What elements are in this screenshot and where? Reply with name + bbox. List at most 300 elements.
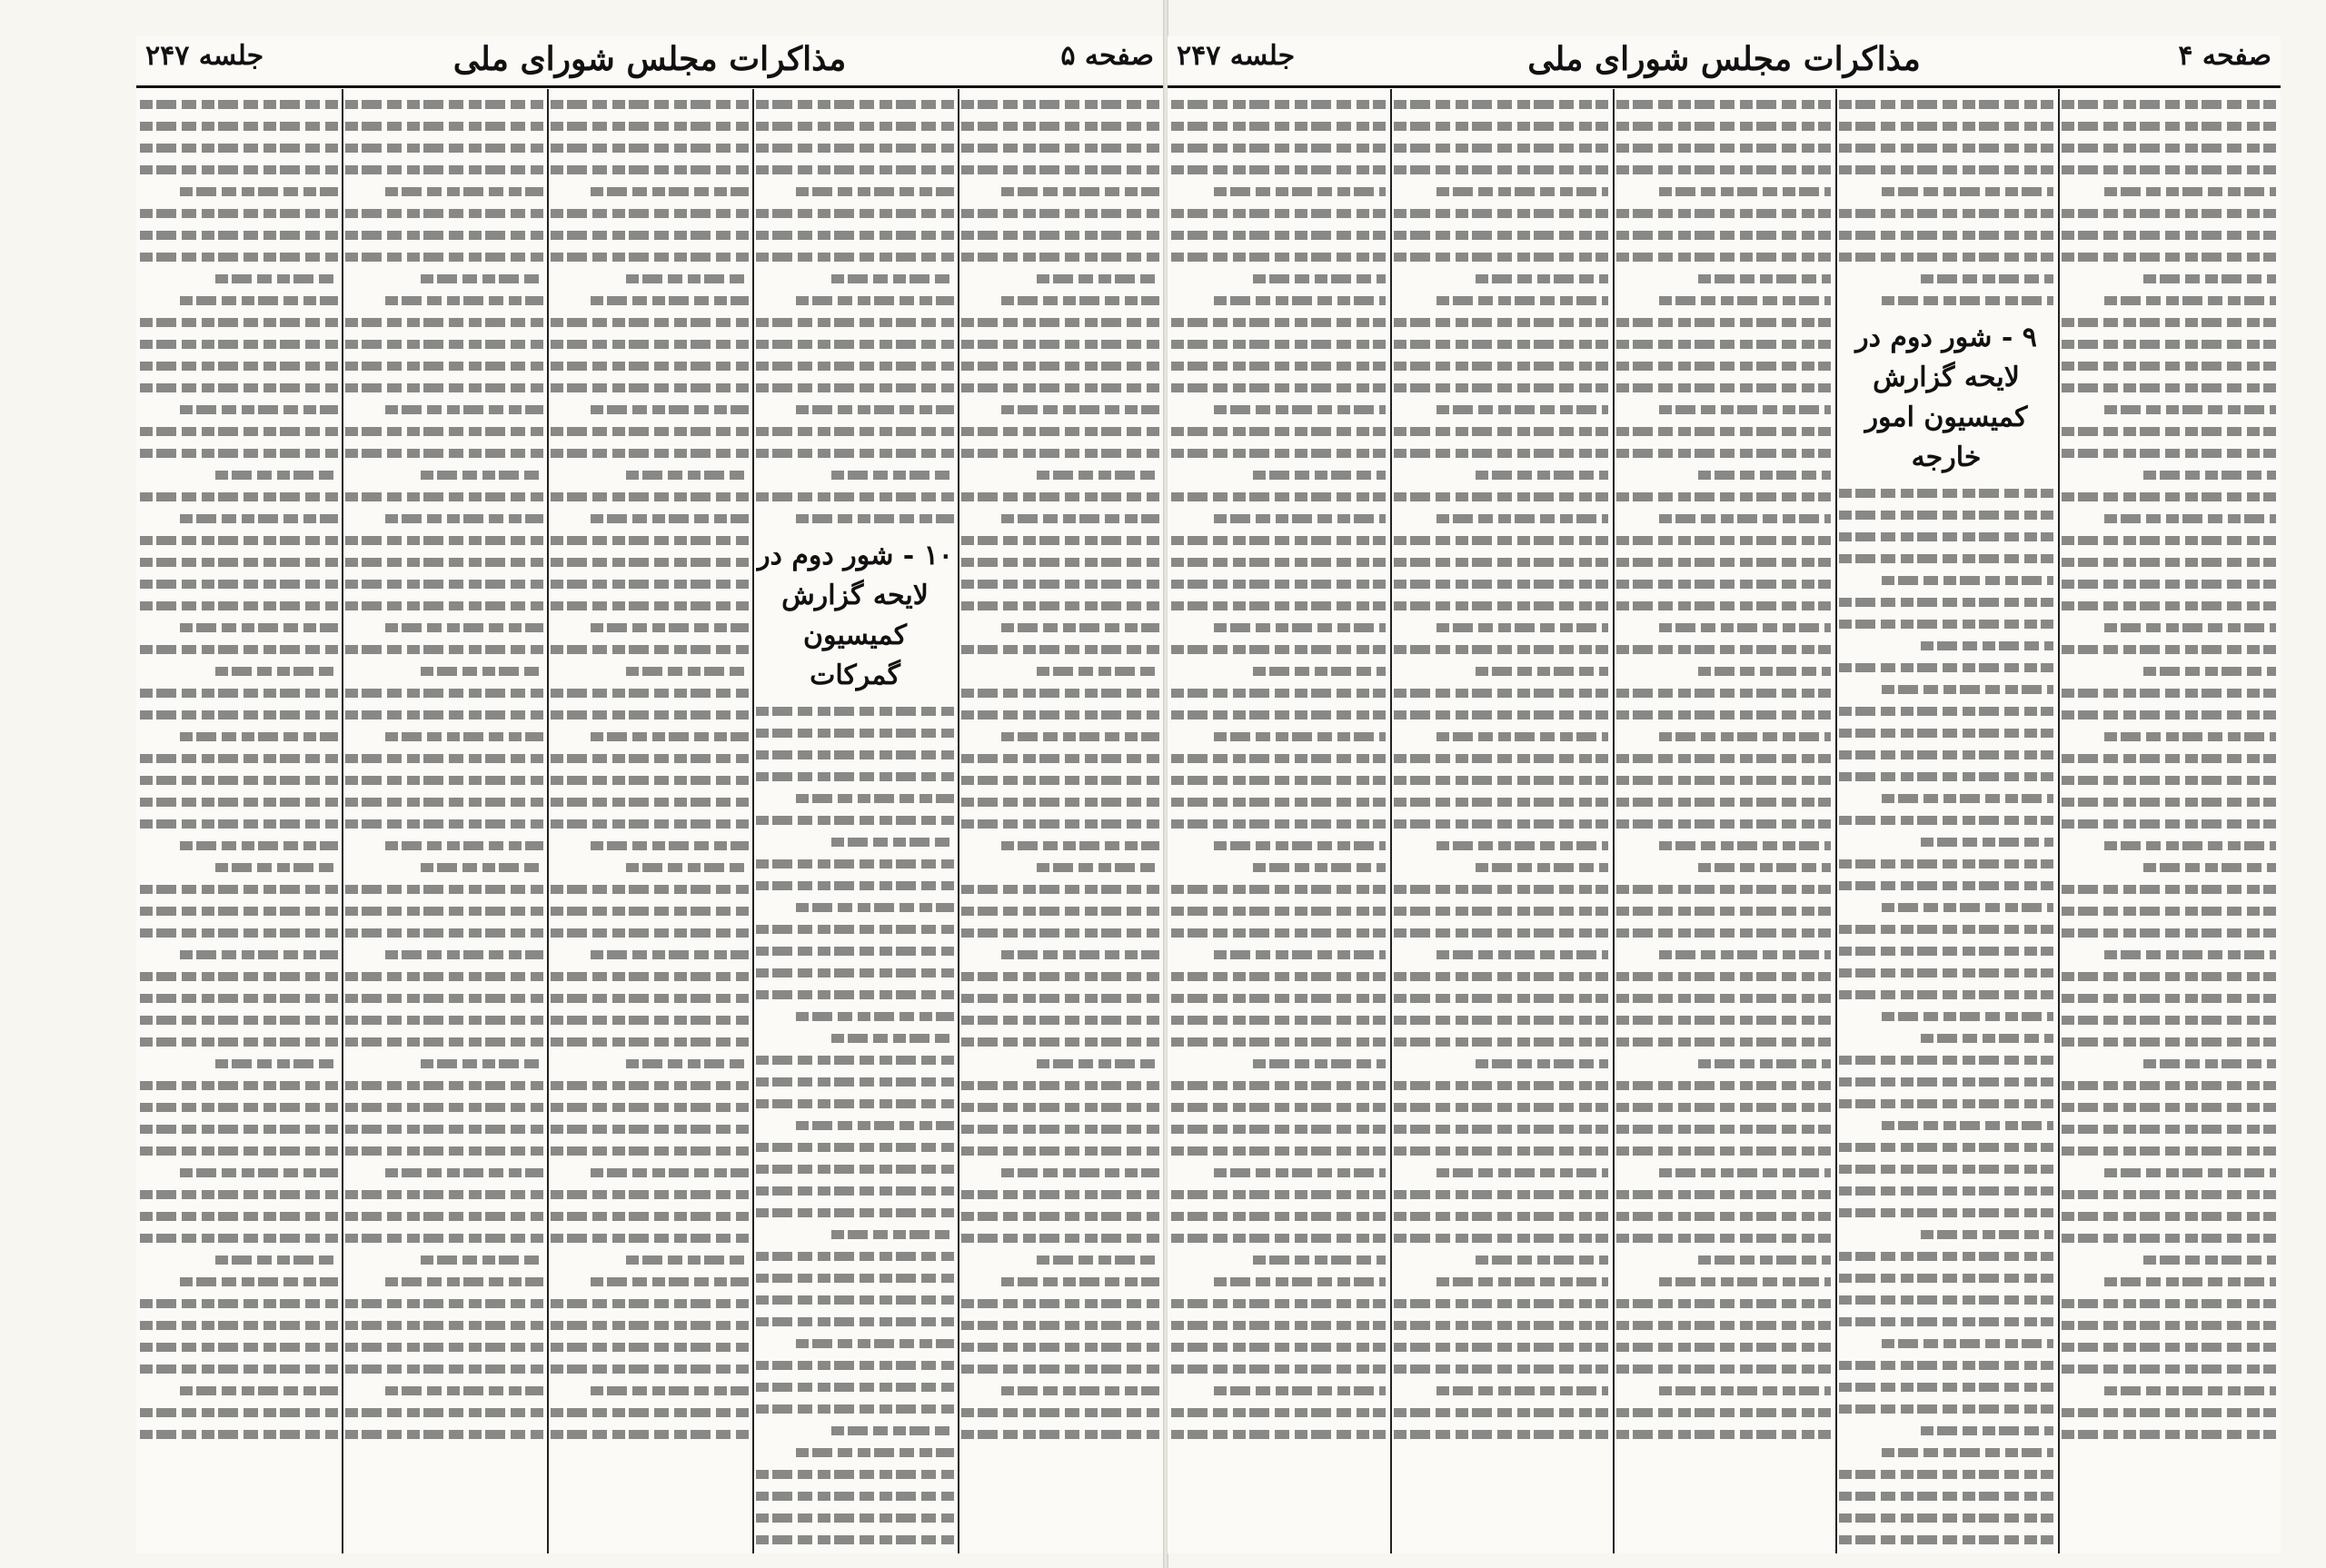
- text-line: [1001, 405, 1159, 414]
- text-line: [756, 122, 954, 131]
- text-line: [385, 405, 543, 414]
- text-line: [180, 732, 338, 741]
- text-line: [1171, 689, 1386, 698]
- text-line: [1616, 994, 1831, 1003]
- text-line: [756, 318, 954, 327]
- text-line: [591, 732, 749, 741]
- text-line: [1616, 536, 1831, 545]
- text-line: [796, 1121, 954, 1130]
- text-line: [1394, 1103, 1608, 1112]
- text-line: [345, 383, 543, 392]
- text-line: [140, 122, 338, 131]
- text-line: [1253, 1059, 1386, 1068]
- text-line: [2062, 1016, 2276, 1025]
- text-line: [1616, 1299, 1831, 1308]
- text-line: [345, 1212, 543, 1221]
- text-line: [756, 209, 954, 218]
- text-line: [2062, 1299, 2276, 1308]
- text-line: [2062, 907, 2276, 916]
- text-line: [1171, 1299, 1386, 1308]
- text-line: [1171, 144, 1386, 153]
- text-line: [756, 1252, 954, 1261]
- text-line: [1037, 1059, 1159, 1068]
- text-line: [551, 994, 749, 1003]
- text-line: [756, 1186, 954, 1196]
- text-line: [1394, 1321, 1608, 1330]
- text-line: [1616, 1212, 1831, 1221]
- text-line: [1882, 296, 2053, 305]
- text-line: [180, 405, 338, 414]
- text-line: [385, 187, 543, 196]
- text-line: [831, 1230, 954, 1239]
- text-line: [1171, 1190, 1386, 1199]
- text-line: [2062, 819, 2276, 829]
- text-line: [831, 1034, 954, 1043]
- text-line: [1839, 729, 2053, 738]
- text-line: [140, 798, 338, 807]
- text-line: [345, 1190, 543, 1199]
- text-line: [1616, 645, 1831, 654]
- text-line: [961, 928, 1159, 938]
- left-page-session: جلسه ۲۴۷: [145, 40, 264, 72]
- text-line: [1436, 514, 1608, 523]
- text-line: [345, 318, 543, 327]
- right-page-session: جلسه ۲۴۷: [1177, 40, 1296, 72]
- right-column-5: [2062, 100, 2276, 1546]
- text-line: [385, 1386, 543, 1395]
- text-line: [1394, 558, 1608, 567]
- text-line: [345, 427, 543, 436]
- text-line: [1171, 122, 1386, 131]
- text-line: [140, 1365, 338, 1374]
- text-line: [551, 1037, 749, 1047]
- text-line: [140, 689, 338, 698]
- text-line: [551, 1430, 749, 1439]
- text-line: [551, 1408, 749, 1417]
- text-line: [140, 1212, 338, 1221]
- text-line: [1171, 558, 1386, 567]
- text-line: [1394, 144, 1608, 153]
- left-column-1: [140, 100, 338, 1546]
- text-line: [2062, 1234, 2276, 1243]
- text-line: [1171, 492, 1386, 501]
- left-page-header: [136, 36, 1163, 88]
- text-line: [2062, 776, 2276, 785]
- text-line: [140, 253, 338, 262]
- text-line: [1001, 841, 1159, 850]
- text-line: [1394, 1343, 1608, 1352]
- text-line: [961, 1343, 1159, 1352]
- text-line: [2062, 231, 2276, 240]
- text-line: [551, 1146, 749, 1156]
- text-line: [2143, 471, 2276, 480]
- text-line: [1394, 1365, 1608, 1374]
- text-line: [1171, 819, 1386, 829]
- text-line: [1394, 536, 1608, 545]
- text-line: [2104, 405, 2276, 414]
- text-line: [2104, 841, 2276, 850]
- text-line: [1616, 928, 1831, 938]
- text-line: [961, 231, 1159, 240]
- text-line: [1171, 1037, 1386, 1047]
- text-line: [345, 645, 543, 654]
- text-line: [1476, 863, 1608, 872]
- text-line: [421, 863, 543, 872]
- text-line: [551, 928, 749, 938]
- text-line: [961, 427, 1159, 436]
- text-line: [1253, 667, 1386, 676]
- text-line: [961, 689, 1159, 698]
- text-line: [1839, 881, 2053, 890]
- left-column-5: [961, 100, 1159, 1546]
- text-line: [1839, 1317, 2053, 1326]
- text-line: [551, 362, 749, 371]
- text-line: [831, 1426, 954, 1435]
- text-line: [345, 1037, 543, 1047]
- text-line: [2104, 1386, 2276, 1395]
- text-line: [345, 972, 543, 981]
- text-line: [345, 144, 543, 153]
- text-line: [961, 580, 1159, 589]
- text-line: [1394, 1299, 1608, 1308]
- text-line: [345, 1016, 543, 1025]
- text-line: [1253, 471, 1386, 480]
- text-line: [1394, 427, 1608, 436]
- text-line: [1839, 554, 2053, 563]
- text-line: [1839, 859, 2053, 868]
- text-line: [1171, 362, 1386, 371]
- text-line: [385, 950, 543, 959]
- text-line: [1698, 863, 1831, 872]
- text-line: [551, 754, 749, 763]
- text-line: [1616, 689, 1831, 698]
- text-line: [1616, 819, 1831, 829]
- text-line: [1394, 689, 1608, 698]
- text-line: [215, 863, 338, 872]
- text-line: [140, 1343, 338, 1352]
- text-line: [1839, 122, 2053, 131]
- text-line: [551, 340, 749, 349]
- text-line: [421, 274, 543, 283]
- text-line: [2062, 558, 2276, 567]
- text-line: [215, 471, 338, 480]
- text-line: [345, 449, 543, 458]
- text-line: [796, 296, 954, 305]
- text-line: [1839, 968, 2053, 978]
- text-line: [1171, 972, 1386, 981]
- text-line: [1839, 1513, 2053, 1523]
- text-line: [2104, 732, 2276, 741]
- text-line: [345, 710, 543, 719]
- text-line: [1839, 990, 2053, 999]
- text-line: [2062, 689, 2276, 698]
- text-line: [2062, 1146, 2276, 1156]
- text-line: [140, 972, 338, 981]
- text-line: [961, 362, 1159, 371]
- text-line: [1394, 776, 1608, 785]
- text-line: [1171, 885, 1386, 894]
- text-line: [756, 362, 954, 371]
- text-line: [756, 253, 954, 262]
- section-heading: ۱۰ - شور دوم در لایحه گزارش کمیسیون گمرکات: [757, 540, 953, 691]
- text-line: [385, 841, 543, 850]
- text-line: [1616, 972, 1831, 981]
- text-line: [345, 536, 543, 545]
- text-line: [1839, 1208, 2053, 1217]
- text-line: [961, 1321, 1159, 1330]
- text-line: [140, 907, 338, 916]
- text-line: [140, 427, 338, 436]
- text-line: [591, 514, 749, 523]
- text-line: [421, 667, 543, 676]
- text-line: [1001, 1277, 1159, 1286]
- text-line: [2062, 340, 2276, 349]
- text-line: [1476, 667, 1608, 676]
- text-line: [1839, 1404, 2053, 1414]
- text-line: [140, 492, 338, 501]
- text-line: [2062, 1081, 2276, 1090]
- text-line: [1616, 1321, 1831, 1330]
- text-line: [1214, 1386, 1386, 1395]
- text-line: [1171, 1321, 1386, 1330]
- text-line: [756, 449, 954, 458]
- text-line: [1214, 1277, 1386, 1286]
- text-line: [2143, 1059, 2276, 1068]
- left-page: [136, 36, 1163, 1553]
- text-line: [2104, 514, 2276, 523]
- text-line: [1171, 1430, 1386, 1439]
- left-page-title: مذاکرات مجلس شورای ملی: [452, 40, 847, 78]
- text-line: [796, 1448, 954, 1457]
- text-line: [140, 994, 338, 1003]
- text-line: [140, 885, 338, 894]
- text-line: [961, 253, 1159, 262]
- text-line: [2062, 427, 2276, 436]
- text-line: [1616, 100, 1831, 109]
- text-line: [140, 1037, 338, 1047]
- text-line: [1616, 383, 1831, 392]
- text-line: [796, 405, 954, 414]
- text-line: [961, 754, 1159, 763]
- text-line: [591, 841, 749, 850]
- text-line: [961, 209, 1159, 218]
- text-line: [2143, 1255, 2276, 1265]
- text-line: [1839, 620, 2053, 629]
- text-line: [1476, 471, 1608, 480]
- text-line: [1616, 122, 1831, 131]
- text-line: [961, 710, 1159, 719]
- text-line: [756, 100, 954, 109]
- text-line: [1921, 1230, 2053, 1239]
- text-line: [1616, 1343, 1831, 1352]
- text-line: [551, 972, 749, 981]
- text-line: [1394, 318, 1608, 327]
- text-line: [756, 427, 954, 436]
- text-line: [1616, 318, 1831, 327]
- text-line: [1616, 165, 1831, 174]
- text-line: [961, 907, 1159, 916]
- text-line: [1839, 925, 2053, 934]
- text-line: [1616, 1146, 1831, 1156]
- text-line: [1394, 1234, 1608, 1243]
- text-line: [1616, 449, 1831, 458]
- text-line: [591, 1386, 749, 1395]
- text-line: [2104, 187, 2276, 196]
- text-line: [551, 776, 749, 785]
- text-line: [796, 1012, 954, 1021]
- text-line: [2062, 754, 2276, 763]
- text-line: [140, 449, 338, 458]
- text-line: [1839, 707, 2053, 716]
- text-line: [215, 1255, 338, 1265]
- text-line: [1394, 100, 1608, 109]
- right-column-3: [1616, 100, 1831, 1546]
- text-line: [961, 601, 1159, 610]
- text-line: [1921, 838, 2053, 847]
- text-line: [1839, 253, 2053, 262]
- text-line: [1616, 754, 1831, 763]
- text-line: [1171, 798, 1386, 807]
- text-line: [1394, 492, 1608, 501]
- text-line: [140, 1125, 338, 1134]
- text-line: [140, 1234, 338, 1243]
- text-line: [1839, 1295, 2053, 1305]
- text-line: [1171, 427, 1386, 436]
- text-line: [1839, 1077, 2053, 1087]
- text-line: [1839, 532, 2053, 541]
- section-heading: ۹ - شور دوم در لایحه گزارش کمیسیون امور خارجه: [1855, 322, 2037, 473]
- text-line: [626, 274, 749, 283]
- text-line: [1839, 1165, 2053, 1174]
- text-line: [1171, 253, 1386, 262]
- text-line: [140, 928, 338, 938]
- text-line: [961, 819, 1159, 829]
- text-line: [1394, 340, 1608, 349]
- text-line: [1616, 907, 1831, 916]
- text-line: [756, 165, 954, 174]
- text-line: [1839, 772, 2053, 781]
- text-line: [345, 1321, 543, 1330]
- text-line: [756, 231, 954, 240]
- text-line: [1436, 841, 1608, 850]
- text-line: [2062, 1190, 2276, 1199]
- text-line: [2062, 209, 2276, 218]
- text-line: [1214, 514, 1386, 523]
- text-line: [1882, 1339, 2053, 1348]
- text-line: [421, 1059, 543, 1068]
- text-line: [140, 362, 338, 371]
- text-line: [140, 536, 338, 545]
- text-line: [345, 994, 543, 1003]
- text-line: [1394, 449, 1608, 458]
- text-line: [1616, 710, 1831, 719]
- text-line: [140, 1321, 338, 1330]
- text-line: [1394, 645, 1608, 654]
- text-line: [1839, 1274, 2053, 1283]
- text-line: [1839, 1470, 2053, 1479]
- text-line: [756, 1535, 954, 1544]
- text-line: [961, 798, 1159, 807]
- text-line: [345, 580, 543, 589]
- right-column-2: [1394, 100, 1608, 1546]
- text-line: [1882, 685, 2053, 694]
- text-line: [2062, 972, 2276, 981]
- text-line: [1882, 794, 2053, 803]
- text-line: [1616, 231, 1831, 240]
- text-line: [551, 383, 749, 392]
- text-line: [1839, 1143, 2053, 1152]
- text-line: [961, 972, 1159, 981]
- text-line: [2062, 1343, 2276, 1352]
- text-line: [1921, 1034, 2053, 1043]
- text-line: [626, 1255, 749, 1265]
- text-line: [551, 710, 749, 719]
- text-line: [1171, 1146, 1386, 1156]
- text-line: [1171, 318, 1386, 327]
- text-line: [1659, 623, 1831, 632]
- text-line: [1882, 187, 2053, 196]
- right-column-1: [1171, 100, 1386, 1546]
- text-line: [1616, 776, 1831, 785]
- text-line: [1436, 405, 1608, 414]
- text-line: [180, 841, 338, 850]
- text-line: [551, 253, 749, 262]
- text-line: [1394, 580, 1608, 589]
- text-line: [551, 122, 749, 131]
- text-line: [1253, 274, 1386, 283]
- text-line: [1171, 601, 1386, 610]
- text-line: [1616, 1234, 1831, 1243]
- text-line: [2062, 122, 2276, 131]
- text-line: [961, 1103, 1159, 1112]
- text-line: [345, 1103, 543, 1112]
- text-line: [345, 362, 543, 371]
- text-line: [961, 318, 1159, 327]
- text-line: [1839, 663, 2053, 672]
- text-line: [1616, 1081, 1831, 1090]
- text-line: [1839, 1361, 2053, 1370]
- text-line: [551, 1016, 749, 1025]
- text-line: [756, 772, 954, 781]
- text-line: [1214, 732, 1386, 741]
- text-line: [385, 1168, 543, 1177]
- text-line: [1214, 1168, 1386, 1177]
- text-line: [2104, 296, 2276, 305]
- text-line: [1698, 274, 1831, 283]
- text-line: [1616, 253, 1831, 262]
- text-line: [1001, 623, 1159, 632]
- text-line: [1616, 492, 1831, 501]
- text-line: [1171, 100, 1386, 109]
- text-line: [1616, 558, 1831, 567]
- text-line: [626, 667, 749, 676]
- text-line: [756, 383, 954, 392]
- text-line: [756, 1383, 954, 1392]
- text-line: [1394, 165, 1608, 174]
- text-line: [551, 1103, 749, 1112]
- text-line: [1171, 645, 1386, 654]
- text-line: [345, 1234, 543, 1243]
- text-line: [796, 903, 954, 912]
- text-line: [345, 1081, 543, 1090]
- text-line: [591, 405, 749, 414]
- text-line: [2062, 144, 2276, 153]
- text-line: [1037, 667, 1159, 676]
- text-line: [1616, 340, 1831, 349]
- text-line: [345, 231, 543, 240]
- text-line: [1171, 340, 1386, 349]
- text-line: [1436, 623, 1608, 632]
